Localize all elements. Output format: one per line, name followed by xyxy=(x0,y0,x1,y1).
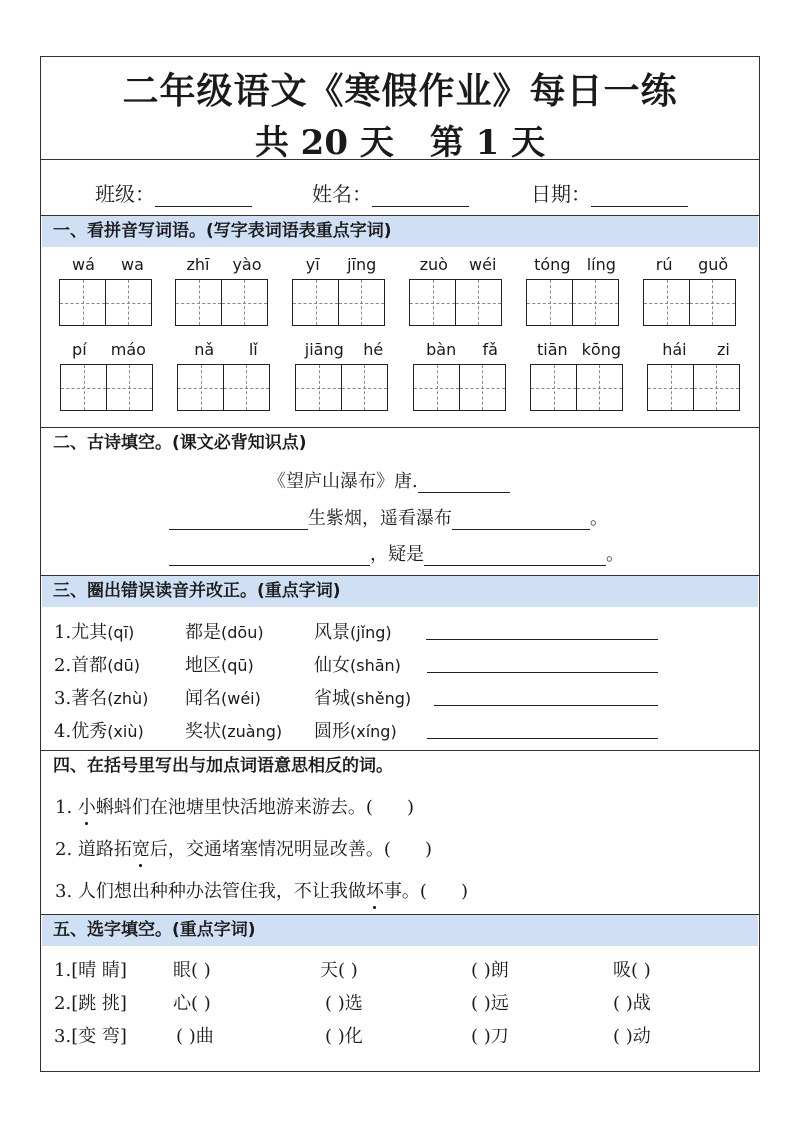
sentence-text: 1. xyxy=(55,797,78,818)
tianzi-box[interactable] xyxy=(106,364,153,411)
poem-blank[interactable] xyxy=(424,547,606,566)
pinyin: máo xyxy=(110,340,146,359)
tianzi-box[interactable] xyxy=(576,364,623,411)
antonym-sentence xyxy=(55,877,468,903)
word: 优秀 xyxy=(71,721,108,742)
answer-line[interactable] xyxy=(434,686,658,706)
pinyin: (qī) xyxy=(107,623,135,642)
pinyin: (shěng) xyxy=(350,689,412,708)
choice-row-label xyxy=(54,1022,127,1048)
word: 著名 xyxy=(71,688,108,709)
section2-heading: 二、古诗填空。(课文必背知识点) xyxy=(53,433,307,453)
worksheet xyxy=(40,56,760,1072)
word: 首都 xyxy=(71,655,108,676)
pinyin: hái xyxy=(662,340,687,359)
poem-blank[interactable] xyxy=(452,511,590,530)
tianzi-box[interactable] xyxy=(292,279,339,326)
tianzi-box[interactable] xyxy=(526,279,573,326)
poem-text: 生紫烟，遥看瀑布 xyxy=(308,508,452,529)
pinyin: hé xyxy=(363,340,384,359)
pinyin: (zhù) xyxy=(107,689,149,708)
item-number: 4. xyxy=(54,721,72,742)
pronunciation-item xyxy=(185,651,254,677)
pinyin: lǐ xyxy=(248,340,258,359)
pinyin: tiān xyxy=(536,340,568,359)
poem-punct: 。 xyxy=(590,508,608,529)
poem-text: ，疑是 xyxy=(370,544,424,565)
tianzi-box[interactable] xyxy=(221,279,268,326)
pinyin-item xyxy=(295,338,393,411)
tianzi-box[interactable] xyxy=(338,279,385,326)
pinyin: zuò xyxy=(419,255,448,274)
pinyin: (xíng) xyxy=(350,722,397,741)
worksheet-title: 二年级语文《寒假作业》每日一练 xyxy=(122,70,678,112)
sentence-text: 后，交通堵塞情况明显改善。( xyxy=(149,839,391,860)
name-label: 姓名： xyxy=(312,182,372,206)
section3-heading: 三、圈出错误读音并改正。(重点字词) xyxy=(42,576,758,607)
pronunciation-row xyxy=(54,717,144,743)
sentence-text: ) xyxy=(406,797,414,818)
tianzi-box[interactable] xyxy=(409,279,456,326)
item-number: 2. xyxy=(54,993,72,1014)
current-day: 第 1 天 xyxy=(429,123,546,163)
tianzi-box[interactable] xyxy=(413,364,460,411)
pinyin: (xiù) xyxy=(107,722,144,741)
pinyin: kōng xyxy=(581,340,621,359)
total-days: 共 20 天 xyxy=(254,123,394,163)
sentence-text: 2. 道路拓 xyxy=(55,839,132,860)
pinyin: yào xyxy=(232,255,262,274)
tianzi-box[interactable] xyxy=(647,364,694,411)
tianzi-box[interactable] xyxy=(295,364,342,411)
class-label: 班级： xyxy=(95,182,155,206)
tianzi-box[interactable] xyxy=(60,364,107,411)
antonym-sentence xyxy=(55,835,432,861)
poem-title: 《望庐山瀑布》唐. xyxy=(268,471,418,492)
pronunciation-item xyxy=(185,717,282,743)
pinyin: zhī xyxy=(186,255,210,274)
poem-title-line xyxy=(268,467,510,493)
pinyin: (dōu) xyxy=(221,623,264,642)
pinyin: tóng xyxy=(534,255,571,274)
tianzi-box[interactable] xyxy=(223,364,270,411)
word: 奖状 xyxy=(185,721,221,742)
pinyin: nǎ xyxy=(194,340,215,359)
tianzi-box[interactable] xyxy=(643,279,690,326)
antonym-sentence xyxy=(55,793,414,819)
poet-blank[interactable] xyxy=(418,474,510,493)
poem-blank[interactable] xyxy=(169,511,308,530)
dotted-char: 宽 xyxy=(131,839,150,860)
pinyin: wéi xyxy=(469,255,497,274)
pinyin-item xyxy=(526,253,624,326)
tianzi-box[interactable] xyxy=(59,279,106,326)
answer-line[interactable] xyxy=(426,620,658,640)
char-pair: [晴 睛] xyxy=(71,960,127,981)
char-pair: [变 弯] xyxy=(71,1026,127,1047)
pronunciation-item xyxy=(185,684,261,710)
pinyin: fǎ xyxy=(482,340,498,359)
pinyin: jiāng xyxy=(304,340,344,359)
tianzi-box[interactable] xyxy=(341,364,388,411)
word: 地区 xyxy=(185,655,221,676)
fill-item[interactable]: ( )化 xyxy=(325,1026,363,1047)
sentence-text: ) xyxy=(424,839,432,860)
date-label: 日期： xyxy=(531,182,591,206)
section4-heading: 四、在括号里写出与加点词语意思相反的词。 xyxy=(53,756,393,776)
pronunciation-item xyxy=(314,717,397,743)
word: 省城 xyxy=(314,688,350,709)
fill-item[interactable]: 眼( ) xyxy=(173,960,211,981)
date-blank[interactable] xyxy=(591,186,688,207)
pinyin: wá xyxy=(72,255,95,274)
pronunciation-item xyxy=(314,618,392,644)
pinyin-item xyxy=(177,338,275,411)
item-number: 3. xyxy=(54,1026,72,1047)
dotted-char: 小 xyxy=(77,797,96,818)
pinyin-item xyxy=(292,253,390,326)
fill-item[interactable]: 天( ) xyxy=(320,960,358,981)
pronunciation-row xyxy=(54,651,140,677)
pinyin: (wéi) xyxy=(221,689,261,708)
fill-item[interactable]: ( )刀 xyxy=(471,1026,509,1047)
word: 圆形 xyxy=(314,721,350,742)
fill-item[interactable]: 心( ) xyxy=(173,993,211,1014)
fill-item[interactable]: ( )战 xyxy=(613,993,651,1014)
date-field[interactable] xyxy=(531,178,688,207)
word: 仙女 xyxy=(314,655,350,676)
word: 都是 xyxy=(185,622,221,643)
name-field[interactable] xyxy=(312,178,469,207)
pinyin-item xyxy=(647,338,745,411)
section5-heading: 五、选字填空。(重点字词) xyxy=(42,915,758,946)
answer-line[interactable] xyxy=(427,653,658,673)
word: 闻名 xyxy=(185,688,221,709)
tianzi-box[interactable] xyxy=(459,364,506,411)
pinyin: guǒ xyxy=(698,255,729,274)
tianzi-box[interactable] xyxy=(572,279,619,326)
poem-blank[interactable] xyxy=(169,547,370,566)
char-pair: [跳 挑] xyxy=(71,993,127,1014)
pinyin-item xyxy=(175,253,273,326)
class-blank[interactable] xyxy=(155,186,252,207)
sentence-text: 事。( xyxy=(383,881,427,902)
divider xyxy=(41,159,759,160)
fill-item[interactable]: ( )朗 xyxy=(471,960,509,981)
sentence-text: 3. 人们想出种种办法管住我，不让我做 xyxy=(55,881,366,902)
poem-punct: 。 xyxy=(606,544,624,565)
pinyin: rú xyxy=(655,255,673,274)
pinyin-item xyxy=(60,338,158,411)
pronunciation-row xyxy=(54,618,134,644)
name-blank[interactable] xyxy=(372,186,469,207)
sentence-text: 蝌蚪们在池塘里快活地游来游去。( xyxy=(95,797,373,818)
word: 尤其 xyxy=(71,622,108,643)
dotted-char: 坏 xyxy=(365,881,384,902)
worksheet-subtitle xyxy=(41,115,759,164)
pinyin-item xyxy=(413,338,511,411)
poem-line-1 xyxy=(169,504,608,530)
tianzi-box[interactable] xyxy=(530,364,577,411)
pronunciation-item xyxy=(314,684,411,710)
pinyin: yī xyxy=(305,255,320,274)
pinyin: (dū) xyxy=(107,656,140,675)
pinyin: bàn xyxy=(426,340,457,359)
item-number: 1. xyxy=(54,960,72,981)
pinyin: (shān) xyxy=(350,656,401,675)
pronunciation-item xyxy=(185,618,264,644)
pinyin-item xyxy=(409,253,507,326)
pinyin-item xyxy=(530,338,628,411)
pinyin: (qū) xyxy=(221,656,254,675)
class-field[interactable] xyxy=(95,178,252,207)
item-number: 2. xyxy=(54,655,72,676)
answer-line[interactable] xyxy=(427,719,658,739)
pinyin: (zuàng) xyxy=(221,722,283,741)
fill-item[interactable]: ( )选 xyxy=(325,993,363,1014)
pinyin: pí xyxy=(72,340,87,359)
item-number: 3. xyxy=(54,688,72,709)
item-number: 1. xyxy=(54,622,72,643)
pinyin: (jǐng) xyxy=(350,623,392,642)
choice-row-label xyxy=(54,989,127,1015)
fill-item[interactable]: ( )曲 xyxy=(176,1026,214,1047)
tianzi-box[interactable] xyxy=(455,279,502,326)
fill-item[interactable]: ( )远 xyxy=(471,993,509,1014)
fill-item[interactable]: 吸( ) xyxy=(613,960,651,981)
choice-row-label xyxy=(54,956,127,982)
pinyin-item xyxy=(59,253,157,326)
section1-heading: 一、看拼音写词语。(写字表词语表重点字词) xyxy=(42,216,758,247)
sentence-text: ) xyxy=(460,881,468,902)
pronunciation-row xyxy=(54,684,148,710)
pinyin-item xyxy=(643,253,741,326)
poem-line-2 xyxy=(169,540,624,566)
tianzi-box[interactable] xyxy=(105,279,152,326)
pinyin: zi xyxy=(716,340,730,359)
pinyin: jīng xyxy=(347,255,377,274)
fill-item[interactable]: ( )动 xyxy=(613,1026,651,1047)
pronunciation-item xyxy=(314,651,401,677)
tianzi-box[interactable] xyxy=(693,364,740,411)
word: 风景 xyxy=(314,622,350,643)
tianzi-box[interactable] xyxy=(177,364,224,411)
pinyin: wa xyxy=(121,255,144,274)
pinyin: líng xyxy=(586,255,616,274)
tianzi-box[interactable] xyxy=(175,279,222,326)
tianzi-box[interactable] xyxy=(689,279,736,326)
